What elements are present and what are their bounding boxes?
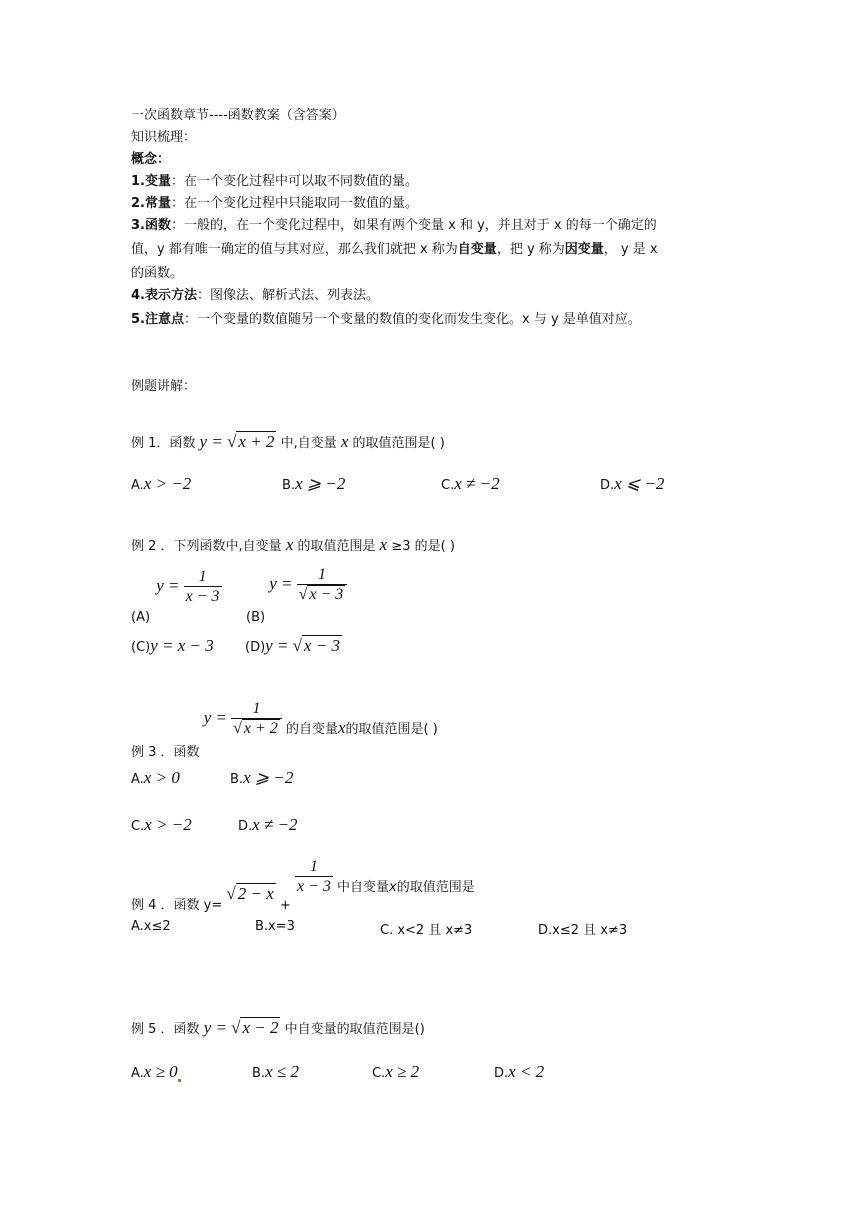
option-label: (C)	[131, 640, 151, 655]
dependent-variable-term: 因变量	[564, 242, 604, 257]
text-span: 的取值范围是( )	[352, 436, 445, 451]
concept-text: ：在一个变化过程中可以取不同数值的量。	[170, 174, 418, 189]
example-3-option-c	[131, 815, 192, 835]
option-label: D.	[494, 1066, 509, 1081]
doc-title: 一次函数章节----函数教案（含答案）	[131, 108, 345, 123]
text-span: 中自变量的取值范围是()	[284, 1022, 425, 1037]
example-5-question: 例 5 ．函数 y = √ x − 2 中自变量的取值范围是()	[131, 1018, 425, 1037]
fraction	[297, 566, 348, 605]
option-math: x ⩽ −2	[614, 474, 665, 493]
option-math: x > 0	[143, 768, 180, 787]
text-span: 例 2 ．下列函数中,自变量	[131, 539, 282, 554]
radicand: x − 3	[303, 636, 340, 655]
option-label: C.	[372, 1066, 386, 1081]
radicand: x − 3	[309, 586, 344, 603]
text-span: 的取值范围是	[297, 539, 376, 554]
option-math: x ≠ −2	[454, 474, 500, 493]
option-label: B.	[230, 772, 244, 787]
example-4-option-a: A.x≤2	[131, 919, 171, 934]
variable-x: x	[379, 535, 388, 554]
example-5-option-d	[494, 1062, 544, 1082]
example-2-option-c	[131, 636, 214, 656]
example-2-option-b	[246, 566, 347, 625]
concept-text: ：在一个变化过程中只能取同一数值的量。	[170, 196, 418, 211]
text-span: ，把 y 称为	[496, 242, 565, 257]
example-4-option-b: B.x=3	[255, 919, 295, 934]
denominator: x − 3	[185, 588, 220, 605]
concept-variable	[131, 172, 418, 192]
radicand: x − 2	[242, 1018, 279, 1037]
text-span: ， y 是 x	[603, 242, 658, 257]
example-2-option-d: (D)y = √ x − 3	[245, 636, 340, 655]
option-math: x > −2	[144, 815, 192, 834]
concept-label: 4.表示方法	[131, 288, 197, 303]
option-math: x < 2	[508, 1062, 545, 1081]
option-math: y =	[265, 636, 289, 655]
section-examples: 例题讲解：	[131, 379, 197, 394]
option-label: (B)	[246, 610, 266, 625]
text-span: 的取值范围是( )	[345, 722, 438, 737]
numerator: 1	[252, 700, 261, 717]
text-span: 例 3 ．函数	[131, 745, 200, 760]
fraction	[231, 700, 282, 739]
denominator: √ x − 3	[297, 584, 348, 605]
independent-variable-term: 自变量	[457, 242, 497, 257]
example-1-option-b	[282, 474, 345, 494]
option-label: (D)	[245, 640, 266, 655]
concept-label: 1.变量	[131, 174, 171, 189]
radicand: x + 2	[243, 720, 278, 737]
variable-x: x	[285, 535, 294, 554]
option-math: x > −2	[143, 474, 192, 493]
option-math: y =	[156, 576, 180, 595]
option-math: y = x − 3	[150, 636, 214, 655]
option-math: x ⩾ −2	[243, 768, 294, 787]
concept-text: ：图像法、解析式法、列表法。	[196, 288, 379, 303]
numerator: 1	[317, 566, 326, 583]
option-math: x ≥ 2	[385, 1062, 420, 1081]
option-math: x ≠ −2	[252, 815, 298, 834]
example-4-option-d: D.x≤2 且 x≠3	[538, 923, 628, 938]
text-span: 中,自变量	[280, 436, 337, 451]
concept-representation	[131, 286, 379, 306]
example-1-question	[131, 432, 445, 454]
example-4-option-c: C. x<2 且 x≠3	[380, 923, 473, 938]
example-3-option-b	[230, 768, 293, 788]
option-label: B.	[252, 1066, 266, 1081]
option-label: A.	[131, 478, 144, 493]
concept-label: 3.函数	[131, 218, 171, 233]
example-3-option-d	[238, 815, 298, 835]
concept-text: ：一个变量的数值随另一个变量的数值的变化而发生变化。x 与 y 是单值对应。	[183, 312, 641, 327]
concept-label: 5.注意点	[131, 312, 184, 327]
concept-note	[131, 310, 641, 330]
text-span: 中自变量	[337, 880, 390, 895]
option-math: y =	[203, 1018, 227, 1037]
example-2-option-a	[131, 568, 222, 625]
example-1-formula: y = √ x + 2	[199, 432, 275, 451]
option-math: x ⩾ −2	[295, 474, 346, 493]
example-5-option-a	[131, 1062, 181, 1082]
concept-function	[131, 216, 657, 236]
option-label: D.	[600, 478, 615, 493]
variable-x: x	[337, 718, 346, 737]
example-5-option-b	[252, 1062, 299, 1082]
text-span: 例 4 ．函数 y=	[131, 898, 223, 913]
option-label: A.	[131, 772, 144, 787]
text-span: 的取值范围是	[396, 880, 475, 895]
text-span: ≥3 的是( )	[391, 539, 455, 554]
option-math: x ≥ 0	[143, 1062, 178, 1081]
example-3-option-a	[131, 768, 180, 788]
example-1-option-d	[600, 474, 664, 494]
example-2-question	[131, 535, 455, 557]
option-math: y =	[203, 708, 227, 727]
numerator: 1	[309, 858, 318, 875]
text-span: 值，y 都有唯一确定的值与其对应，那么我们就把 x 称为	[131, 242, 458, 257]
option-math: x ≤ 2	[265, 1062, 299, 1081]
example-1-option-c	[441, 474, 500, 494]
concept-function-line3: 的函数。	[131, 266, 184, 281]
text-span: 例 1．函数	[131, 436, 196, 451]
option-math: y =	[269, 574, 293, 593]
numerator: 1	[198, 568, 207, 585]
concept-heading: 概念：	[131, 152, 171, 167]
section-knowledge: 知识梳理：	[131, 130, 197, 145]
marker-dot	[178, 1079, 181, 1082]
example-5-option-c	[372, 1062, 419, 1082]
denominator: x − 3	[296, 878, 331, 895]
option-label: D.	[238, 819, 253, 834]
option-label: C.	[441, 478, 455, 493]
option-label: B.	[282, 478, 296, 493]
denominator: √ x + 2	[231, 718, 282, 739]
concept-constant	[131, 194, 418, 214]
text-span: 的自变量	[285, 722, 338, 737]
example-4-question: 例 4 ．函数 y= √ 2 − x + $\frac{1}{x - 3}$ 中自变量x的取值范围是	[131, 858, 475, 913]
option-label: C.	[131, 819, 145, 834]
text-span: +	[279, 898, 291, 913]
option-label: A.	[131, 1066, 144, 1081]
text-span: 例 5 ．函数	[131, 1022, 200, 1037]
concept-text: ：一般的，在一个变化过程中，如果有两个变量 x 和 y，并且对于 x 的每一个确定的	[170, 218, 657, 233]
concept-function-line2	[131, 240, 658, 260]
example-1-option-a	[131, 474, 191, 494]
variable-x: x	[389, 880, 397, 895]
fraction	[295, 858, 333, 897]
radicand: 2 − x	[237, 884, 274, 903]
variable-x: x	[340, 432, 349, 451]
concept-label: 2.常量	[131, 196, 171, 211]
example-3-question	[131, 700, 438, 760]
option-label: (A)	[131, 610, 151, 625]
fraction	[184, 568, 222, 607]
